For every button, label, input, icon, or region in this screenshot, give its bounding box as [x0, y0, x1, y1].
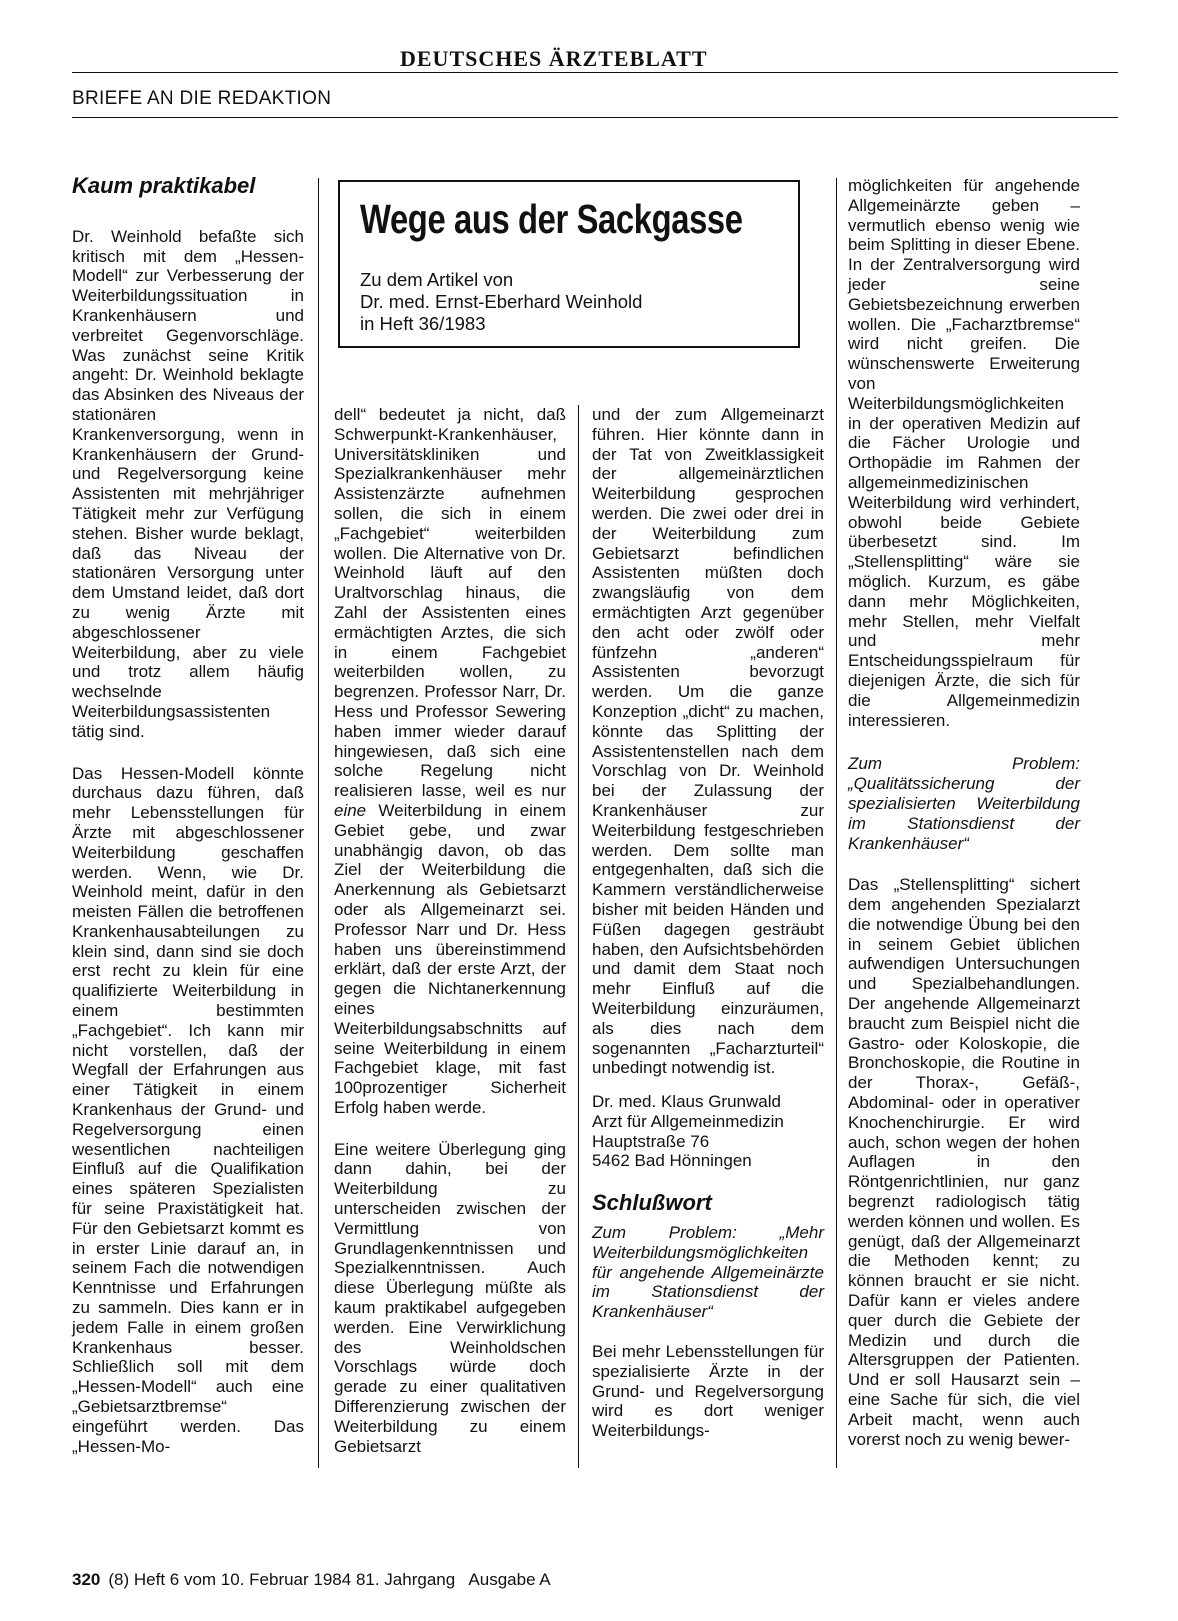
signature-line: Dr. med. Klaus Grunwald	[592, 1092, 781, 1112]
headline-title: Wege aus der Sackgasse	[360, 196, 743, 242]
issue-info: (8) Heft 6 vom 10. Februar 1984 81. Jahrgang Ausgabe A	[108, 1570, 551, 1589]
headline-box	[338, 180, 800, 348]
heading-kaum-praktikabel: Kaum praktikabel	[72, 173, 256, 198]
col4-paragraph-1: möglichkeiten für angehende Allgemeinärzte geben – vermutlich ebenso wenig wie beim Splitting in dieser Ebene. In der Zentralversorgung wird jeder seine Gebietsbezeichnung erwerben wollen. Die „Facharztbremse“ wird nicht greifen. Die wünschenswerte Erweiterung von Weiterbildungsmöglichkeiten in der operativen Medizin auf die Fächer Urologie und Orthopädie im Rahmen der allgemeinmedizinischen Weiterbildung wird verhindert, obwohl beide Gebiete überbesetzt sind. Im „Stellensplitting“ wäre sie möglich. Kurzum, es gäbe dann mehr Möglichkeiten, mehr Stellen, mehr Vielfalt und mehr Entscheidungsspielraum für diejenigen Ärzte, die sich für die Allgemeinmedizin interessieren.	[848, 176, 1080, 730]
section-label: BRIEFE AN DIE REDAKTION	[72, 88, 332, 109]
page-number: 320	[72, 1570, 101, 1589]
column-divider-2	[578, 405, 579, 1468]
col2-paragraph-1	[334, 405, 566, 1118]
headline-subtitle	[360, 269, 778, 335]
col2-emphasis: eine	[334, 800, 367, 820]
col3-paragraph: und der zum Allgemeinarzt führen. Hier könnte dann in der Tat von Zweitklassigkeit der allgemeinärztlichen Weiterbildung gesprochen werden. Die zwei oder drei in der Weiterbildung zum Gebietsarzt befindlichen Assistenten müßten doch zwangsläufig von dem ermächtigten Arzt gegenüber den acht oder zwölf oder fünfzehn „anderen“ Assistenten bevorzugt werden. Um die ganze Konzeption „dicht“ zu machen, könnte das Splitting der Assistentenstellen nach dem Vorschlag von Dr. Weinhold bei der Zulassung der Krankenhäuser zur Weiterbildung festgeschrieben werden. Dem sollte man entgegenhalten, daß sich die Kammern verständlicherweise bisher mit beiden Händen und Füßen dagegen gesträubt haben, den Aufsichtsbehörden und damit dem Staat noch mehr Einfluß auf die Weiterbildung einzuräumen, als dies nach dem sogenannten „Facharzturteil“ unbedingt notwendig ist.	[592, 405, 824, 1078]
column-2	[334, 405, 566, 1456]
col1-paragraph-1: Dr. Weinhold befaßte sich kritisch mit dem „Hessen-Modell“ zur Verbesserung der Weiterbildungssituation in Krankenhäusern und verbreitet Gegenvorschläge. Was zunächst seine Kritik angeht: Dr. Weinhold beklagte das Absinken des Niveaus der stationären Krankenversorgung, wenn in Krankenhäusern der Grund- und Regelversorgung keine Assistenten mit mehrjähriger Tätigkeit mehr zur Verfügung stehen. Bisher wurde beklagt, daß das Niveau der stationären Versorgung unter dem Umstand leidet, daß dort zu wenig Ärzte mit abgeschlossener Weiterbildung, aber zu viele und trotz allem häufig wechselnde Weiterbildungsassistenten tätig sind.	[72, 226, 304, 741]
column-1	[72, 173, 304, 1456]
signature	[592, 1092, 824, 1171]
header-rule-bottom	[72, 117, 1118, 118]
column-divider-3	[836, 178, 837, 1468]
headline-subtitle-line: in Heft 36/1983	[360, 313, 486, 334]
col1-paragraph-2: Das Hessen-Modell könnte durchaus dazu führen, daß mehr Lebensstellungen für Ärzte mit abgeschlossener Weiterbildung geschaffen werden. Wenn, wie Dr. Weinhold meint, dafür in den meisten Fällen die betroffenen Krankenhausabteilungen zu klein sind, dann sind sie doch erst recht zu klein für eine qualifizierte Weiterbildung in einem bestimmten „Fachgebiet“. Ich kann mir nicht vorstellen, daß der Wegfall der Erfahrungen aus einer Tätigkeit in einem Krankenhaus der Grund- und Regelversorgung einen wesentlichen nachteiligen Einfluß auf die Qualifikation eines späteren Spezialisten für seine Praxistätigkeit hat. Für den Gebietsarzt kommt es in erster Linie darauf an, in seinem Fach die notwendigen Kenntnisse und Erfahrungen zu sammeln. Dies kann er in jedem Falle in einem großen Krankenhaus besser. Schließlich soll mit dem „Hessen-Modell“ auch eine „Gebietsarztbremse“ eingeführt werden. Das „Hessen-Mo-	[72, 763, 304, 1456]
footer	[72, 1570, 551, 1590]
col2-text-a: dell“ bedeutet ja nicht, daß Schwerpunkt-Krankenhäuser, Universitätskliniken und Spezialkrankenhäuser mehr Assistenzärzte aufnehmen sollen, die sich in einem „Fachgebiet“ weiterbilden wollen. Die Alternative von Dr. Weinhold läuft auf den Uraltvorschlag hinaus, die Zahl der Assistenten eines ermächtigten Arztes, die sich in einem Fachgebiet weiterbilden wollen, zu begrenzen. Professor Narr, Dr. Hess und Professor Sewering haben immer wieder darauf hingewiesen, daß sich eine solche Regelung nicht realisieren lasse, weil es nur	[334, 405, 566, 801]
col3-closing: Bei mehr Lebensstellungen für spezialisierte Ärzte in der Grund- und Regelversorgung wird es dort weniger Weiterbildungs-	[592, 1342, 824, 1441]
column-3	[592, 405, 824, 1441]
col4-paragraph-2: Das „Stellensplitting“ sichert dem angehenden Spezialarzt die notwendige Übung bei den in seinem Gebiet üblichen aufwendigen Untersuchungen und Spezialbehandlungen. Der angehende Allgemeinarzt braucht zum Beispiel nicht die Gastro- oder Koloskopie, die Bronchoskopie, die Routine in der Thorax-, Gefäß-, Abdominal- oder in operativer Knochenchirurgie. Er wird auch, schon wegen der hohen Auflagen in den Röntgenrichtlinien, nur ganz begrenzt radiologisch tätig werden können und wollen. Es genügt, daß der Allgemeinarzt die Methoden kennt; zu können braucht er sie nicht. Dafür kann er vieles andere quer durch die Gebiete der Medizin und durch die Altersgruppen der Patienten. Und er soll Hausarzt sein – eine Sache für sich, die viel Arbeit macht, wenn auch vorerst noch zu wenig bewer-	[848, 875, 1080, 1449]
masthead: DEUTSCHES ÄRZTEBLATT	[400, 46, 708, 71]
headline-subtitle-line: Zu dem Artikel von	[360, 269, 514, 290]
col2-text-b: Weiterbildung in einem Gebiet gebe, und zwar unabhängig davon, ob das Ziel der Weiterbildung die Anerkennung als Gebietsarzt oder als Allgemeinarzt sei. Professor Narr und Dr. Hess haben uns übereinstimmend erklärt, daß der erste Arzt, der gegen die Nichtanerkennung eines Weiterbildungsabschnitts auf seine Weiterbildung in einem Fachgebiet klage, mit fast 100prozentiger Sicherheit Erfolg haben werde.	[334, 800, 566, 1117]
column-divider-1	[318, 178, 319, 1468]
col3-problem: Zum Problem: „Mehr Weiterbildungsmöglichkeiten für angehende Allgemeinärzte im Stationsdienst der Krankenhäuser“	[592, 1223, 824, 1322]
heading-schlusswort: Schlußwort	[592, 1190, 712, 1216]
header-rule-top	[72, 72, 1118, 73]
headline-subtitle-line: Dr. med. Ernst-Eberhard Weinhold	[360, 291, 643, 312]
signature-line: 5462 Bad Hönningen	[592, 1151, 752, 1171]
col2-paragraph-2: Eine weitere Überlegung ging dann dahin, bei der Weiterbildung zu unterscheiden zwischen der Vermittlung von Grundlagenkenntnissen und Spezialkenntnissen. Auch diese Überlegung müßte als kaum praktikabel aufgegeben werden. Eine Verwirklichung des Weinholdschen Vorschlags würde doch gerade zu einer qualitativen Differenzierung zwischen der Weiterbildung zu einem Gebietsarzt	[334, 1139, 566, 1456]
column-4	[848, 176, 1080, 1449]
col4-problem: Zum Problem: „Qualitätssicherung der spezialisierten Weiterbildung im Stationsdienst der Krankenhäuser“	[848, 754, 1080, 853]
signature-line: Arzt für Allgemeinmedizin	[592, 1111, 784, 1131]
signature-line: Hauptstraße 76	[592, 1131, 710, 1151]
